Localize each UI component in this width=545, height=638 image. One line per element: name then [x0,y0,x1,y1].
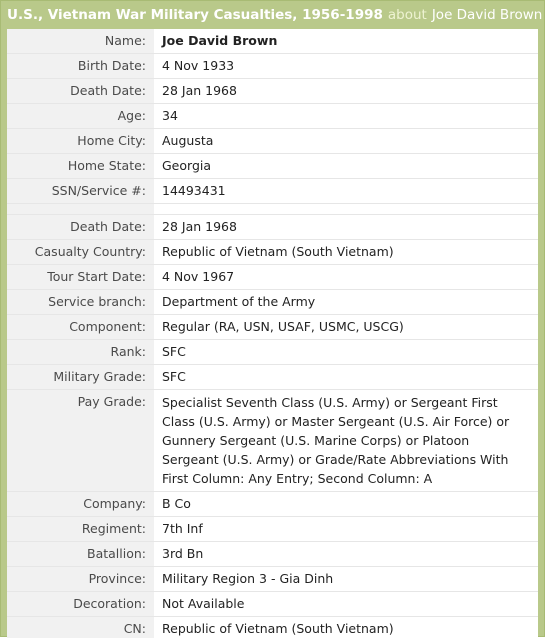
table-row-rank [7,340,538,365]
field-value: B Co [154,492,538,517]
field-value: 14493431 [154,179,538,204]
record-panel [7,29,538,638]
table-row-ssn [7,179,538,204]
field-value: 4 Nov 1967 [154,265,538,290]
table-row-casualty-country [7,240,538,265]
table-row-batallion [7,542,538,567]
record-header [1,1,544,28]
table-row-decoration [7,592,538,617]
field-label: CN: [7,617,154,638]
table-row-regiment [7,517,538,542]
field-label: Death Date: [7,79,154,104]
field-label: Home State: [7,154,154,179]
table-row-component [7,315,538,340]
about-text: about [388,7,427,23]
field-label: Death Date: [7,215,154,240]
table-row-province [7,567,538,592]
field-value: Republic of Vietnam (South Vietnam) [154,240,538,265]
field-value: Regular (RA, USN, USAF, USMC, USCG) [154,315,538,340]
field-value: 28 Jan 1968 [154,79,538,104]
field-label: Birth Date: [7,54,154,79]
field-value: 7th Inf [154,517,538,542]
field-value: Georgia [154,154,538,179]
field-value: 4 Nov 1933 [154,54,538,79]
field-label: Decoration: [7,592,154,617]
table-row-name [7,29,538,54]
table-row-death-date [7,79,538,104]
field-label: Batallion: [7,542,154,567]
field-value: 28 Jan 1968 [154,215,538,240]
collection-title[interactable]: U.S., Vietnam War Military Casualties, 1956-1998 [7,7,383,23]
field-label: Casualty Country: [7,240,154,265]
field-value: Joe David Brown [154,29,538,54]
field-value: Republic of Vietnam (South Vietnam) [154,617,538,638]
field-value: Not Available [154,592,538,617]
table-row-age [7,104,538,129]
table-row-home-city [7,129,538,154]
table-row-pay-grade [7,390,538,492]
field-value: Augusta [154,129,538,154]
table-row-birth-date [7,54,538,79]
section-divider [7,204,538,215]
field-value: Military Region 3 - Gia Dinh [154,567,538,592]
field-value: 34 [154,104,538,129]
field-label: Province: [7,567,154,592]
field-label: Service branch: [7,290,154,315]
field-label: Name: [7,29,154,54]
table-row-death-date [7,215,538,240]
field-label: Home City: [7,129,154,154]
field-label: Military Grade: [7,365,154,390]
record-table [7,29,538,638]
field-label: SSN/Service #: [7,179,154,204]
field-label: Regiment: [7,517,154,542]
field-label: Company: [7,492,154,517]
field-value: SFC [154,365,538,390]
field-value: Specialist Seventh Class (U.S. Army) or Sergeant First Class (U.S. Army) or Master Sergeant (U.S. Air Force) or Gunnery Sergeant (U.S. Marine Corps) or Platoon Sergeant (U.S. Army) or Grade/Rate Abbreviations With First Column: Any Entry; Second Column: A [154,390,538,492]
field-label: Rank: [7,340,154,365]
table-row-military-grade [7,365,538,390]
table-row-company [7,492,538,517]
field-label: Component: [7,315,154,340]
field-label: Pay Grade: [7,390,154,492]
table-row-cn [7,617,538,638]
person-name-header: Joe David Brown [432,7,542,23]
field-value: Department of the Army [154,290,538,315]
field-value: SFC [154,340,538,365]
table-row-tour-start-date [7,265,538,290]
field-value: 3rd Bn [154,542,538,567]
table-row-service-branch [7,290,538,315]
field-label: Tour Start Date: [7,265,154,290]
table-row-home-state [7,154,538,179]
field-label: Age: [7,104,154,129]
